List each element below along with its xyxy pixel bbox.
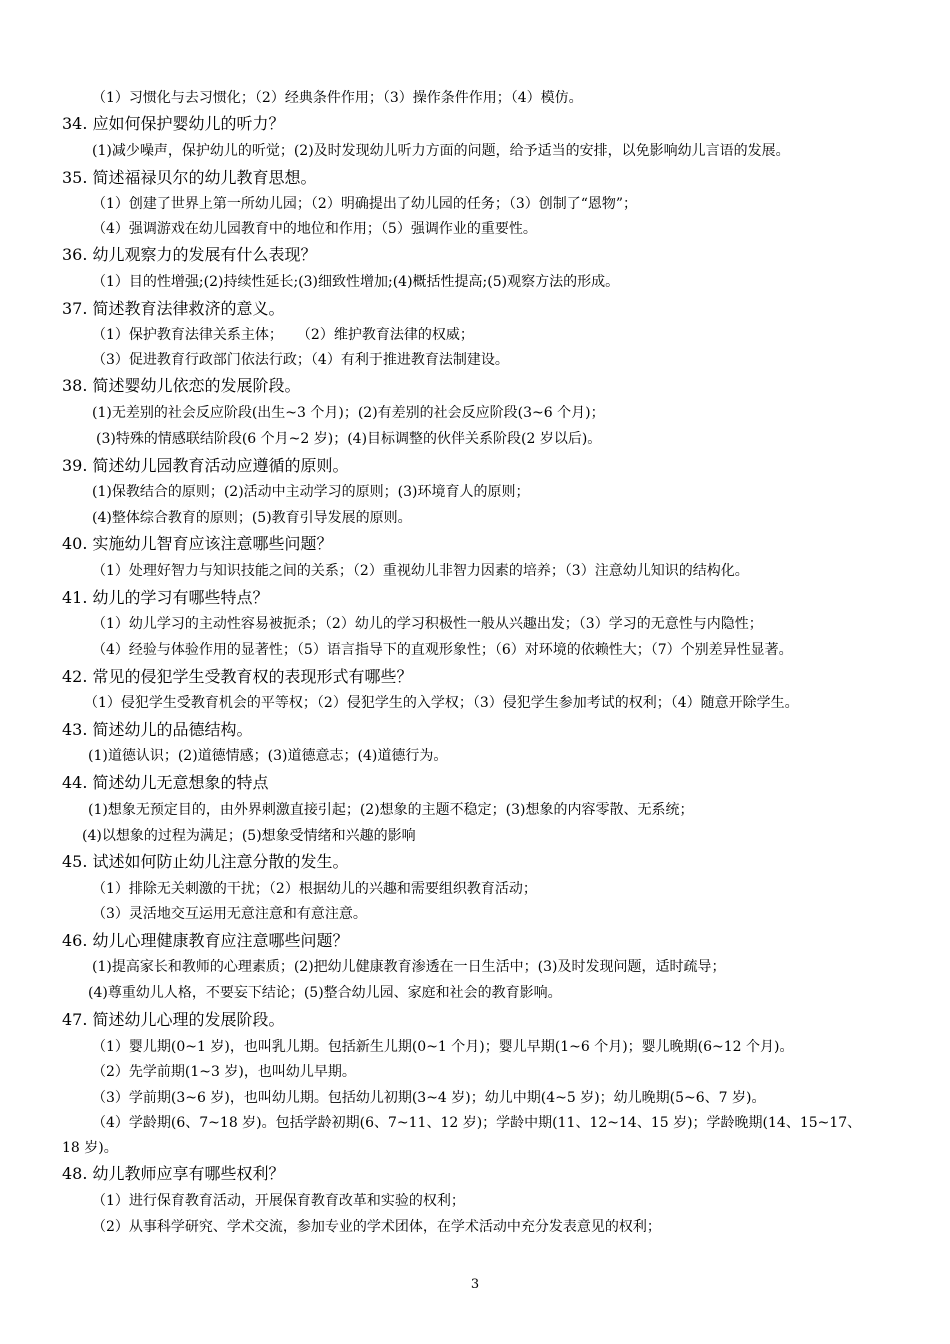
question-heading: 48. 幼儿教师应享有哪些权利？ <box>62 1164 285 1183</box>
answer-line: （1）创建了世界上第一所幼儿园；（2）明确提出了幼儿园的任务；（3）创制了“恩物”； <box>92 196 638 212</box>
answer-line: (1)道德认识；(2)道德情感；(3)道德意志；(4)道德行为。 <box>88 748 448 764</box>
answer-line: （1）目的性增强;(2)持续性延长;(3)细致性增加;(4)概括性提高;(5)观察方法的形成。 <box>92 274 620 290</box>
answer-line: (1)想象无预定目的，由外界刺激直接引起；(2)想象的主题不稳定；(3)想象的内容零散、无系统； <box>88 802 694 818</box>
answer-line: （1）侵犯学生受教育机会的平等权；（2）侵犯学生的入学权；（3）侵犯学生参加考试的权利；（4）随意开除学生。 <box>84 695 799 711</box>
question-heading: 41. 幼儿的学习有哪些特点？ <box>62 588 269 607</box>
answer-line: (1)保教结合的原则；(2)活动中主动学习的原则；(3)环境育人的原则； <box>92 484 530 500</box>
answer-line: (1)提高家长和教师的心理素质；(2)把幼儿健康教育渗透在一日生活中；(3)及时发现问题，适时疏导； <box>92 959 726 975</box>
answer-line: (1)无差别的社会反应阶段(出生~3 个月)；(2)有差别的社会反应阶段(3~6 个月)； <box>92 405 605 421</box>
answer-line: （4）经验与体验作用的显著性；（5）语言指导下的直观形象性；（6）对环境的依赖性大；（7）个别差异性显著。 <box>92 642 793 658</box>
answer-line: 18 岁)。 <box>62 1140 118 1156</box>
answer-line: (4)以想象的过程为满足；(5)想象受情绪和兴趣的影响 <box>82 828 416 844</box>
answer-line: (4)尊重幼儿人格，不要妄下结论；(5)整合幼儿园、家庭和社会的教育影响。 <box>88 985 562 1001</box>
answer-line: （1）进行保育教育活动，开展保育教育改革和实验的权利； <box>92 1193 465 1209</box>
answer-line: （1）保护教育法律关系主体； （2）维护教育法律的权威； <box>92 327 474 343</box>
question-heading: 43. 简述幼儿的品德结构。 <box>62 720 253 739</box>
answer-line: （1）幼儿学习的主动性容易被扼杀；（2）幼儿的学习积极性一般从兴趣出发；（3）学习的无意性与内隐性； <box>92 616 763 632</box>
answer-line: （1）习惯化与去习惯化；（2）经典条件作用；（3）操作条件作用；（4）模仿。 <box>92 90 583 106</box>
answer-line: （2）先学前期(1~3 岁)，也叫幼儿早期。 <box>92 1064 356 1080</box>
question-heading: 42. 常见的侵犯学生受教育权的表现形式有哪些？ <box>62 667 413 686</box>
question-heading: 44. 简述幼儿无意想象的特点 <box>62 773 269 792</box>
answer-line: (1)减少噪声，保护幼儿的听觉；(2)及时发现幼儿听力方面的问题，给予适当的安排，以免影响幼儿言语的发展。 <box>92 143 790 159</box>
answer-line: （2）从事科学研究、学术交流，参加专业的学术团体，在学术活动中充分发表意见的权利； <box>92 1219 661 1235</box>
answer-line: （1）处理好智力与知识技能之间的关系；（2）重视幼儿非智力因素的培养；（3）注意幼儿知识的结构化。 <box>92 563 749 579</box>
answer-line: （3）灵活地交互运用无意注意和有意注意。 <box>92 906 367 922</box>
answer-line: (3)特殊的情感联结阶段(6 个月~2 岁)；(4)目标调整的伙伴关系阶段(2 岁以后)。 <box>96 431 602 447</box>
question-heading: 40. 实施幼儿智育应该注意哪些问题？ <box>62 534 333 553</box>
question-heading: 47. 简述幼儿心理的发展阶段。 <box>62 1010 285 1029</box>
answer-line: （4）强调游戏在幼儿园教育中的地位和作用；（5）强调作业的重要性。 <box>92 221 537 237</box>
question-heading: 46. 幼儿心理健康教育应注意哪些问题？ <box>62 931 349 950</box>
question-heading: 38. 简述婴幼儿依恋的发展阶段。 <box>62 376 301 395</box>
question-heading: 37. 简述教育法律救济的意义。 <box>62 299 285 318</box>
question-heading: 36. 幼儿观察力的发展有什么表现？ <box>62 245 317 264</box>
question-heading: 39. 简述幼儿园教育活动应遵循的原则。 <box>62 456 349 475</box>
answer-line: （3）促进教育行政部门依法行政；（4）有利于推进教育法制建设。 <box>92 352 509 368</box>
answer-line: (4)整体综合教育的原则；(5)教育引导发展的原则。 <box>92 510 412 526</box>
answer-line: （1）婴儿期(0~1 岁)，也叫乳儿期。包括新生儿期(0~1 个月)；婴儿早期(1~6 个月)；婴儿晚期(6~12 个月)。 <box>92 1039 794 1055</box>
question-heading: 35. 简述福禄贝尔的幼儿教育思想。 <box>62 168 317 187</box>
answer-line: （3）学前期(3~6 岁)，也叫幼儿期。包括幼儿初期(3~4 岁)；幼儿中期(4~5 岁)；幼儿晚期(5~6、7 岁)。 <box>92 1090 766 1106</box>
question-heading: 34. 应如何保护婴幼儿的听力？ <box>62 114 285 133</box>
page-number: 3 <box>470 1277 480 1292</box>
answer-line: （1）排除无关刺激的干扰；（2）根据幼儿的兴趣和需要组织教育活动； <box>92 881 537 897</box>
answer-line: （4）学龄期(6、7~18 岁)。包括学龄初期(6、7~11、12 岁)；学龄中期(11、12~14、15 岁)；学龄晚期(14、15~17、 <box>92 1115 862 1131</box>
question-heading: 45. 试述如何防止幼儿注意分散的发生。 <box>62 852 349 871</box>
